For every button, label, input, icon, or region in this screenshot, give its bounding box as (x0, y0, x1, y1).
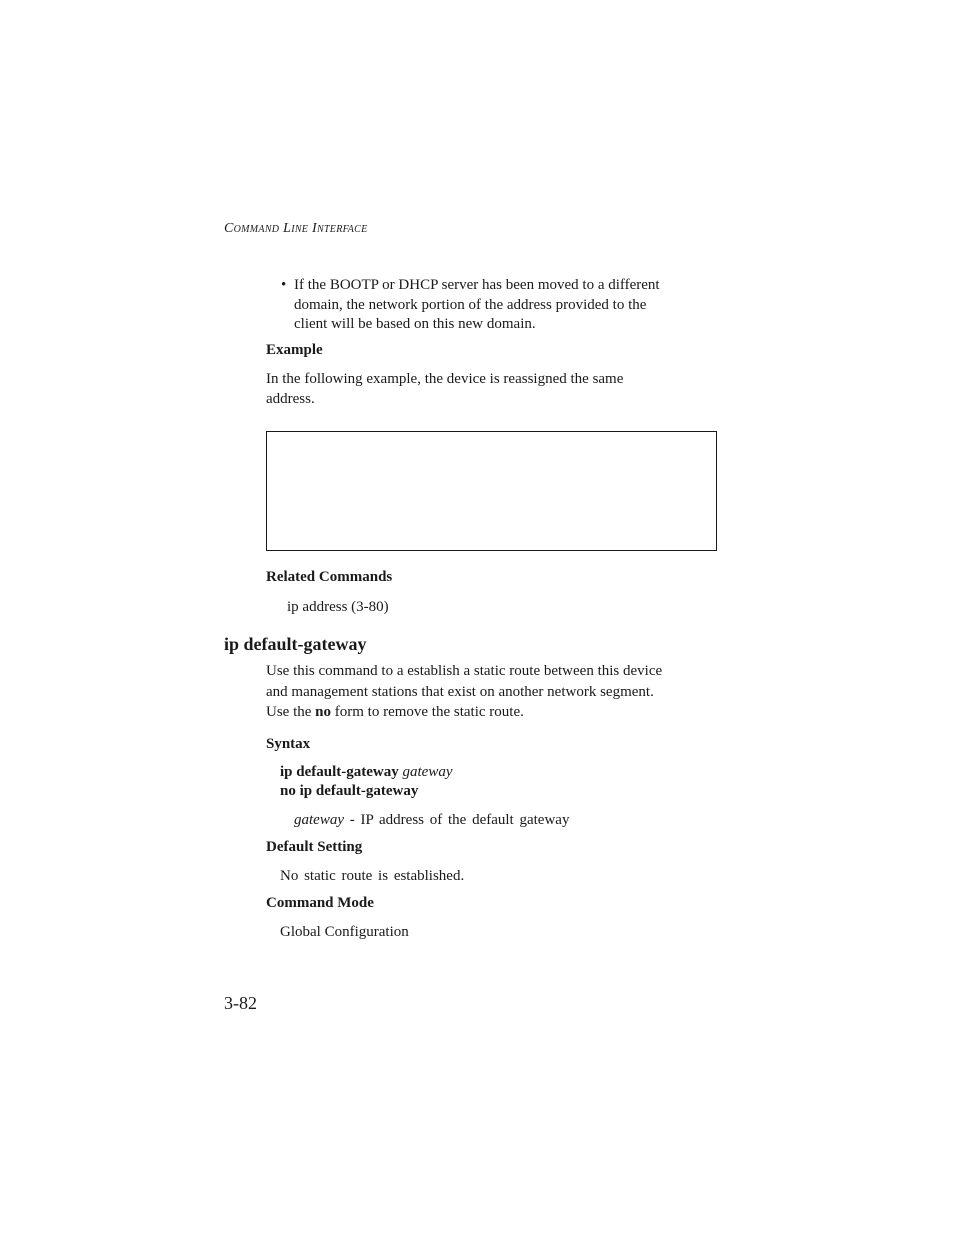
syntax-param-desc: - IP address of the default gateway (344, 812, 570, 828)
section-desc-line-3 (266, 702, 736, 723)
desc-post: form to remove the static route. (331, 704, 524, 720)
bullet-line-3: client will be based on this new domain. (294, 316, 536, 332)
command-mode-text: Global Configuration (280, 924, 409, 940)
bullet-text (294, 276, 719, 335)
section-description (266, 661, 736, 723)
syntax-cmd1-keyword: ip default-gateway (280, 764, 399, 780)
syntax-command-2 (280, 783, 418, 800)
example-heading: Example (266, 342, 323, 358)
syntax-parameter (294, 811, 569, 831)
section-desc-line-1: Use this command to a establish a static route between this device (266, 663, 663, 679)
command-mode-heading: Command Mode (266, 895, 374, 911)
desc-pre: Use the (266, 704, 316, 720)
related-commands-heading: Related Commands (266, 569, 393, 585)
example-line-1: In the following example, the device is reassigned the same (266, 371, 624, 387)
example-code-box (266, 431, 717, 551)
syntax-heading: Syntax (266, 736, 311, 752)
bullet-line-1: If the BOOTP or DHCP server has been moved to a different (294, 277, 660, 293)
page-number: 3-82 (224, 993, 257, 1013)
default-setting-text: No static route is established. (280, 868, 465, 884)
example-description (266, 370, 726, 409)
bullet-dot: • (281, 277, 287, 293)
section-desc-line-2: and management stations that exist on another network segment. (266, 683, 654, 700)
section-title: ip default-gateway (224, 634, 367, 654)
syntax-cmd2-keyword: no ip default-gateway (280, 783, 419, 799)
desc-no-keyword: no (315, 704, 331, 720)
related-command-link[interactable]: ip address (3-80) (287, 599, 389, 615)
syntax-command-1 (280, 764, 453, 781)
example-line-2: address. (266, 390, 315, 407)
syntax-param-name: gateway (294, 812, 344, 828)
syntax-cmd1-param: gateway (402, 764, 453, 780)
bullet-line-2: domain, the network portion of the address provided to the (294, 296, 647, 313)
default-setting-heading: Default Setting (266, 839, 363, 855)
running-head: Command Line Interface (224, 221, 368, 236)
